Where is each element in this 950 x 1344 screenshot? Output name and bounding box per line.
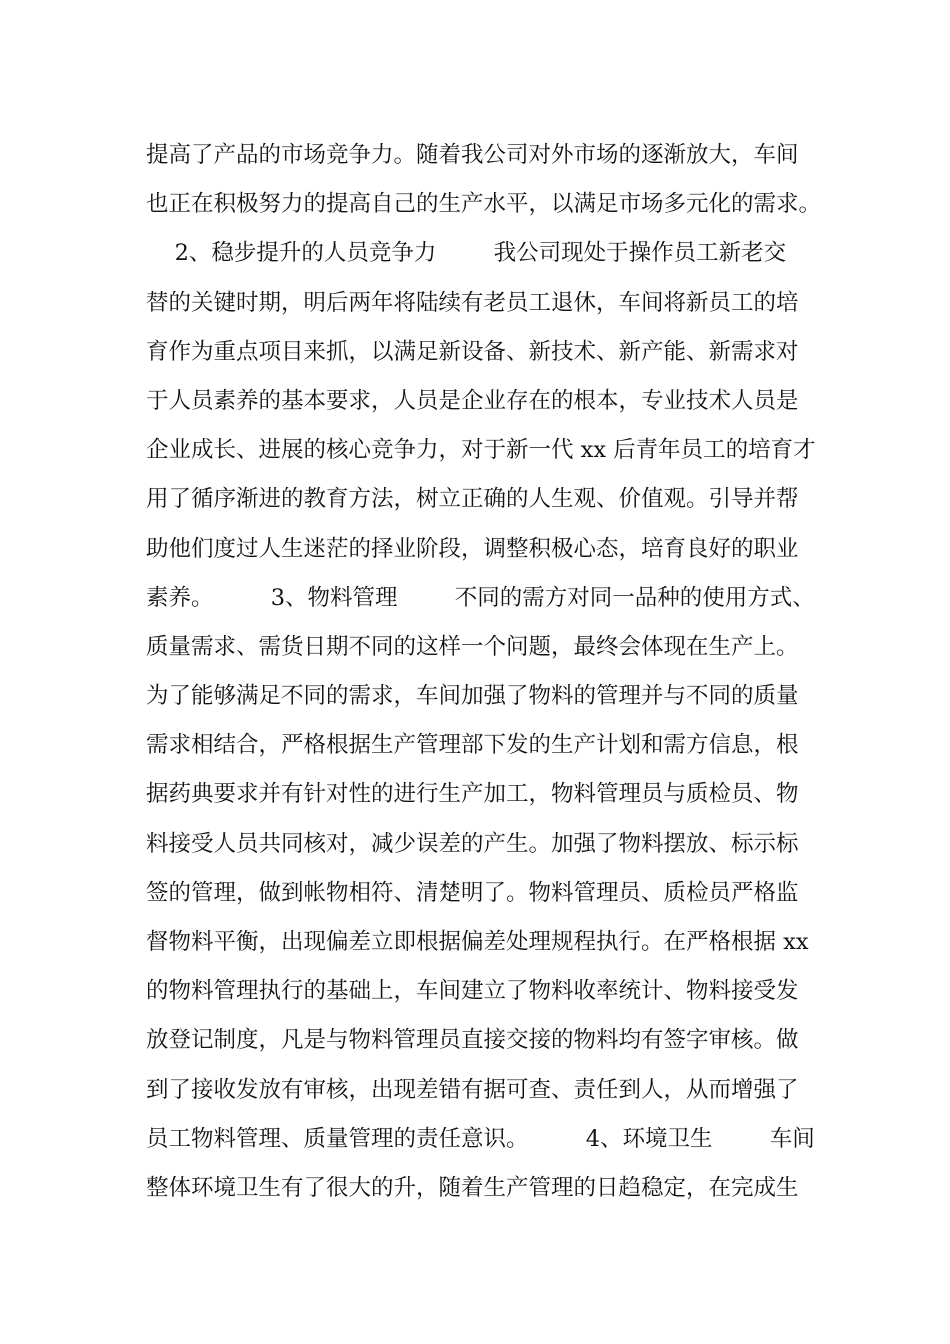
text-line: 于人员素养的基本要求，人员是企业存在的根本，专业技术人员是 — [146, 387, 799, 414]
text-line: 也正在积极努力的提高自己的生产水平，以满足市场多元化的需求。 — [146, 191, 822, 218]
text-line: 为了能够满足不同的需求，车间加强了物料的管理并与不同的质量 — [146, 683, 799, 710]
text-line: 质量需求、需货日期不同的这样一个问题，最终会体现在生产上。 — [146, 633, 799, 660]
text-line: 的物料管理执行的基础上，车间建立了物料收率统计、物料接受发 — [146, 978, 799, 1005]
text-line: 素养。 3、物料管理 不同的需方对同一品种的使用方式、 — [146, 584, 815, 611]
text-line: 放登记制度，凡是与物料管理员直接交接的物料均有签字审核。做 — [146, 1027, 799, 1054]
text-line: 需求相结合，严格根据生产管理部下发的生产计划和需方信息，根 — [146, 732, 799, 759]
body-text — [146, 131, 822, 1213]
text-line: 督物料平衡，出现偏差立即根据偏差处理规程执行。在严格根据 xx — [146, 929, 809, 955]
text-line: 育作为重点项目来抓，以满足新设备、新技术、新产能、新需求对 — [146, 338, 799, 365]
text-line: 据药典要求并有针对性的进行生产加工，物料管理员与质检员、物 — [146, 781, 799, 808]
text-line: 用了循序渐进的教育方法，树立正确的人生观、价值观。引导并帮 — [146, 486, 799, 513]
text-line: 2、稳步提升的人员竞争力 我公司现处于操作员工新老交 — [146, 240, 787, 267]
text-line: 整体环境卫生有了很大的升，随着生产管理的日趋稳定，在完成生 — [146, 1174, 799, 1201]
text-line: 员工物料管理、质量管理的责任意识。 4、环境卫生 车间 — [146, 1125, 815, 1152]
text-line: 签的管理，做到帐物相符、清楚明了。物料管理员、质检员严格监 — [146, 879, 799, 906]
text-line: 到了接收发放有审核，出现差错有据可查、责任到人，从而增强了 — [146, 1076, 799, 1103]
text-line: 料接受人员共同核对，减少误差的产生。加强了物料摆放、标示标 — [146, 830, 799, 857]
text-line: 企业成长、进展的核心竞争力，对于新一代 xx 后青年员工的培育才 — [146, 437, 816, 464]
text-line: 提高了产品的市场竞争力。随着我公司对外市场的逐渐放大，车间 — [146, 142, 799, 168]
text-line: 替的关键时期，明后两年将陆续有老员工退休，车间将新员工的培 — [146, 289, 799, 316]
text-line: 助他们度过人生迷茫的择业阶段，调整积极心态，培育良好的职业 — [146, 535, 799, 562]
